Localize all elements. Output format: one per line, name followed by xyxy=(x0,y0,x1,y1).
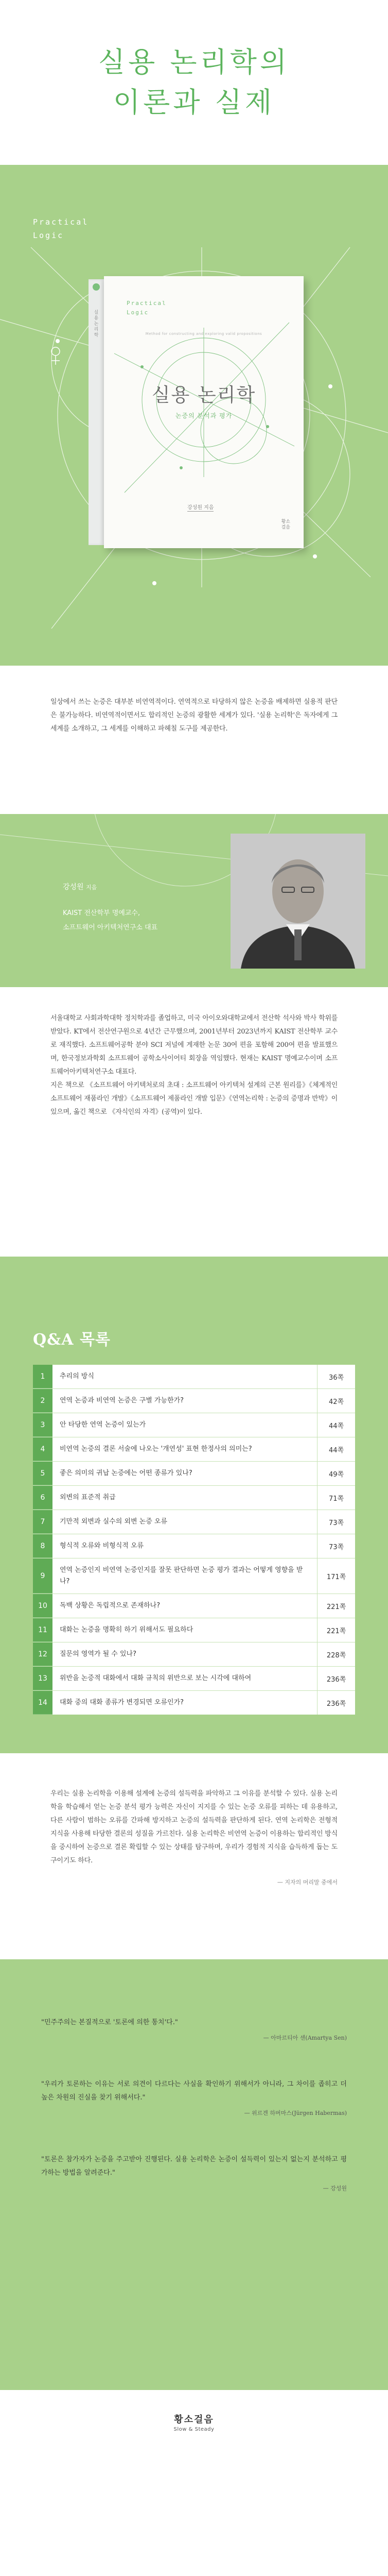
outro-section xyxy=(0,1753,388,1959)
qa-row xyxy=(33,1365,355,1389)
book-author: 강성원 지음 xyxy=(187,503,214,512)
qa-num: 13 xyxy=(33,1667,52,1690)
quote-text: "토론은 참가자가 논증을 주고받아 진행된다. 실용 논리학은 논증이 설득력이 있는지 없는지 분석하고 평가하는 방법을 알려준다." xyxy=(41,2156,347,2177)
qa-title: 질문의 영역가 될 수 있나? xyxy=(60,1650,137,1658)
qa-page: 73쪽 xyxy=(317,1534,355,1558)
book-series-line-2: Logic xyxy=(127,309,149,316)
qa-title: 연역 논증과 비연역 논증은 구별 가능한가? xyxy=(60,1397,184,1404)
qa-table xyxy=(33,1365,355,1715)
qa-row xyxy=(33,1462,355,1486)
qa-row xyxy=(33,1594,355,1618)
footer-section xyxy=(0,2390,388,2454)
qa-title: 대화는 논증을 명확히 하기 위해서도 필요하다 xyxy=(60,1626,193,1634)
qa-title: 좋은 의미의 귀납 논증에는 어떤 종류가 있나? xyxy=(60,1469,192,1477)
qa-row xyxy=(33,1642,355,1667)
book-title: 실용 논리학 xyxy=(151,384,256,406)
qa-title: 추리의 방식 xyxy=(60,1372,94,1380)
author-name-suffix: 지음 xyxy=(86,884,97,891)
quotes-section xyxy=(0,1959,388,2390)
publisher-logo-en: Slow & Steady xyxy=(173,2426,215,2432)
qa-title: 대화 중의 대화 종류가 변경되면 오류인가? xyxy=(60,1699,184,1706)
qa-title: 위반을 논증적 대화에서 대화 규칙의 위반으로 보는 시각에 대하여 xyxy=(60,1674,252,1682)
qa-title: 기만적 외변과 실수의 외변 논증 오류 xyxy=(60,1518,168,1526)
spine-mark-icon xyxy=(93,283,100,291)
book-spine-text: 실용논리학 xyxy=(94,310,99,338)
series-label xyxy=(33,215,89,242)
hero-section xyxy=(0,0,388,165)
qa-row xyxy=(33,1667,355,1691)
book-publisher-line-2: 걸음 xyxy=(281,525,290,530)
qa-row xyxy=(33,1413,355,1437)
qa-page: 221쪽 xyxy=(317,1618,355,1642)
qa-row xyxy=(33,1618,355,1642)
qa-title: 연역 논증인지 비연역 논증인지를 잘못 판단하면 논증 평가 결과는 어떻게 영향을 받나? xyxy=(60,1566,303,1585)
qa-page: 36쪽 xyxy=(317,1365,355,1388)
qa-page: 236쪽 xyxy=(317,1691,355,1715)
intro-section xyxy=(0,666,388,814)
qa-page: 44쪽 xyxy=(317,1437,355,1461)
author-portrait-icon xyxy=(231,834,365,969)
qa-num: 11 xyxy=(33,1618,52,1642)
quote-text: "민주주의는 본질적으로 '토론에 의한 통치'다." xyxy=(41,2019,178,2026)
author-role-line-2: 소프트웨어 아키텍처연구소 대표 xyxy=(63,924,158,931)
qa-row xyxy=(33,1437,355,1462)
qa-num: 4 xyxy=(33,1437,52,1461)
qa-page: 171쪽 xyxy=(317,1558,355,1594)
quote xyxy=(41,2078,347,2120)
outro-text: 우리는 실용 논리학을 이용해 설계에 논증의 설득력을 파악하고 그 이유를 분석할 수 있다. 실용 논리학을 학습해서 얻는 논증 분석 평가 능력은 자신이 지지를 수 있는 논증 오류를 피하는 데 유용하고, 다른 사람이 범하는 오류를 간파해 방지하고 논증의 설득력을 판단하게 된다. 연역 논리학은 전형적 지식을 사용해 타당한 결론의 성질을 가르친다. 실용 논리학은 비연역 논증이 이용하는 합리적인 방식을 중시하여 논증으로 결론 확립할 수 있는 상태를 탐구하며, 우리가 경험적 지식을 습득하게 돕는 도구이기도 하다. xyxy=(50,1790,338,1865)
qa-title: 형식적 오류와 비형식적 오류 xyxy=(60,1542,144,1550)
book-publisher-logo xyxy=(281,519,290,531)
qa-title: 비연역 논증의 결론 서술에 나오는 '개연성' 표현 한정사의 의미는? xyxy=(60,1445,252,1453)
author-name-text: 강성원 xyxy=(63,883,84,891)
author-info xyxy=(63,881,157,935)
author-section xyxy=(0,814,388,987)
quote-source: — 아마르티아 센(Amartya Sen) xyxy=(263,2035,347,2041)
series-label-line-2: Logic xyxy=(33,231,64,240)
book-series-line-1: Practical xyxy=(127,300,167,307)
hero-title-line-2: 이론과 실제 xyxy=(113,86,275,118)
qa-page: 42쪽 xyxy=(317,1389,355,1413)
publisher-logo: 황소걸음 xyxy=(174,2414,214,2425)
cover-section xyxy=(0,165,388,666)
qa-num: 8 xyxy=(33,1534,52,1558)
book-front xyxy=(104,276,304,548)
quote xyxy=(41,2153,347,2195)
book-subtitle: 논증의 분석과 평가 xyxy=(175,412,233,419)
qa-num: 1 xyxy=(33,1365,52,1388)
book-spine xyxy=(89,279,104,545)
qa-row xyxy=(33,1389,355,1413)
qa-heading: Q&A 목록 xyxy=(33,1331,111,1349)
qa-row xyxy=(33,1534,355,1558)
author-role-line-1: KAIST 전산학부 명예교수, xyxy=(63,909,140,917)
quote-source: — 위르겐 하버마스(Jürgen Habermas) xyxy=(244,2110,347,2116)
qa-row xyxy=(33,1510,355,1534)
bio-paragraph-2: 지은 책으로 《소프트웨어 아키텍처로의 초대 : 소프트웨어 아키텍처 설계의 근본 원리를》《체계적인 소프트웨어 재품라인 개발》《소프트웨어 제품라인 개발 입문》《연역논리학 : 논증의 증명과 반박》이 있으며, 옮긴 책으로 《자식인의 자격》(공역)이 있다. xyxy=(50,1081,338,1116)
author-photo xyxy=(231,834,365,969)
outro-signature: — 지자의 머리말 중에서 xyxy=(277,1879,338,1886)
qa-page: 236쪽 xyxy=(317,1667,355,1690)
qa-num: 14 xyxy=(33,1691,52,1715)
qa-page: 71쪽 xyxy=(317,1486,355,1510)
qa-page: 228쪽 xyxy=(317,1642,355,1666)
qa-num: 6 xyxy=(33,1486,52,1510)
qa-page: 44쪽 xyxy=(317,1413,355,1437)
qa-row xyxy=(33,1691,355,1715)
bio-paragraph-1: 서울대학교 사회과학대학 정치학과를 졸업하고, 미국 아이오와대학교에서 전산학 석사와 박사 학위를 받았다. KT에서 전산연구원으로 4년간 근무했으며, 2001년부터 2023년까지 KAIST 전산학부 교수로 재직했다. 소프트웨어공학 분야 SCI 저널에 게재한 논문 30여 편을 포함해 200여 편을 발표했으며, 한국정보과학회 소프트웨어 공학소사이어티 회장을 역임했다. 현재는 KAIST 명예교수이며 소프트웨어아키텍처연구소 대표다. xyxy=(50,1014,338,1076)
book-publisher-line-1: 황소 xyxy=(281,519,290,524)
qa-num: 5 xyxy=(33,1462,52,1485)
bio-section xyxy=(0,987,388,1257)
qa-num: 2 xyxy=(33,1389,52,1413)
author-name xyxy=(63,881,157,894)
qa-page: 221쪽 xyxy=(317,1594,355,1618)
qa-num: 3 xyxy=(33,1413,52,1437)
quote-text: "우리가 토론하는 이유는 서로 의견이 다르다는 사실을 확인하기 위해서가 아니라, 그 차이를 좁히고 더 높은 차원의 진실을 찾기 위해서다." xyxy=(41,2080,347,2102)
qa-num: 12 xyxy=(33,1642,52,1666)
qa-page: 49쪽 xyxy=(317,1462,355,1485)
qa-row xyxy=(33,1486,355,1510)
quote-source: — 강성원 xyxy=(323,2185,347,2192)
qa-title: 독백 상황은 독립적으로 존재하나? xyxy=(60,1602,161,1609)
book-tagline: Method for constructing and exploring valid propositions xyxy=(145,332,262,336)
qa-title: 안 타당한 연역 논증이 있는가 xyxy=(60,1421,146,1429)
qa-num: 7 xyxy=(33,1510,52,1534)
book-series-label xyxy=(127,299,167,317)
qa-num: 10 xyxy=(33,1594,52,1618)
qa-row xyxy=(33,1558,355,1594)
book-cover-image xyxy=(89,276,304,548)
series-label-line-1: Practical xyxy=(33,217,89,227)
intro-text: 일상에서 쓰는 논증은 대부분 비연역적이다. 연역적으로 타당하지 않은 논증을 배제하면 실용적 판단은 불가능하다. 비연역적이면서도 합리적인 논증의 광활한 세계가 있다. '실용 논리학'은 독자에게 그 세계를 소개하고, 그 세계를 이해하고 파헤칠 도구를 제공한다. xyxy=(50,698,338,733)
qa-title: 외변의 표준적 취급 xyxy=(60,1494,116,1501)
hero-title-line-1: 실용 논리학의 xyxy=(98,45,290,78)
qa-num: 9 xyxy=(33,1558,52,1594)
qa-page: 73쪽 xyxy=(317,1510,355,1534)
qa-section xyxy=(0,1257,388,1753)
quote xyxy=(41,2016,347,2045)
